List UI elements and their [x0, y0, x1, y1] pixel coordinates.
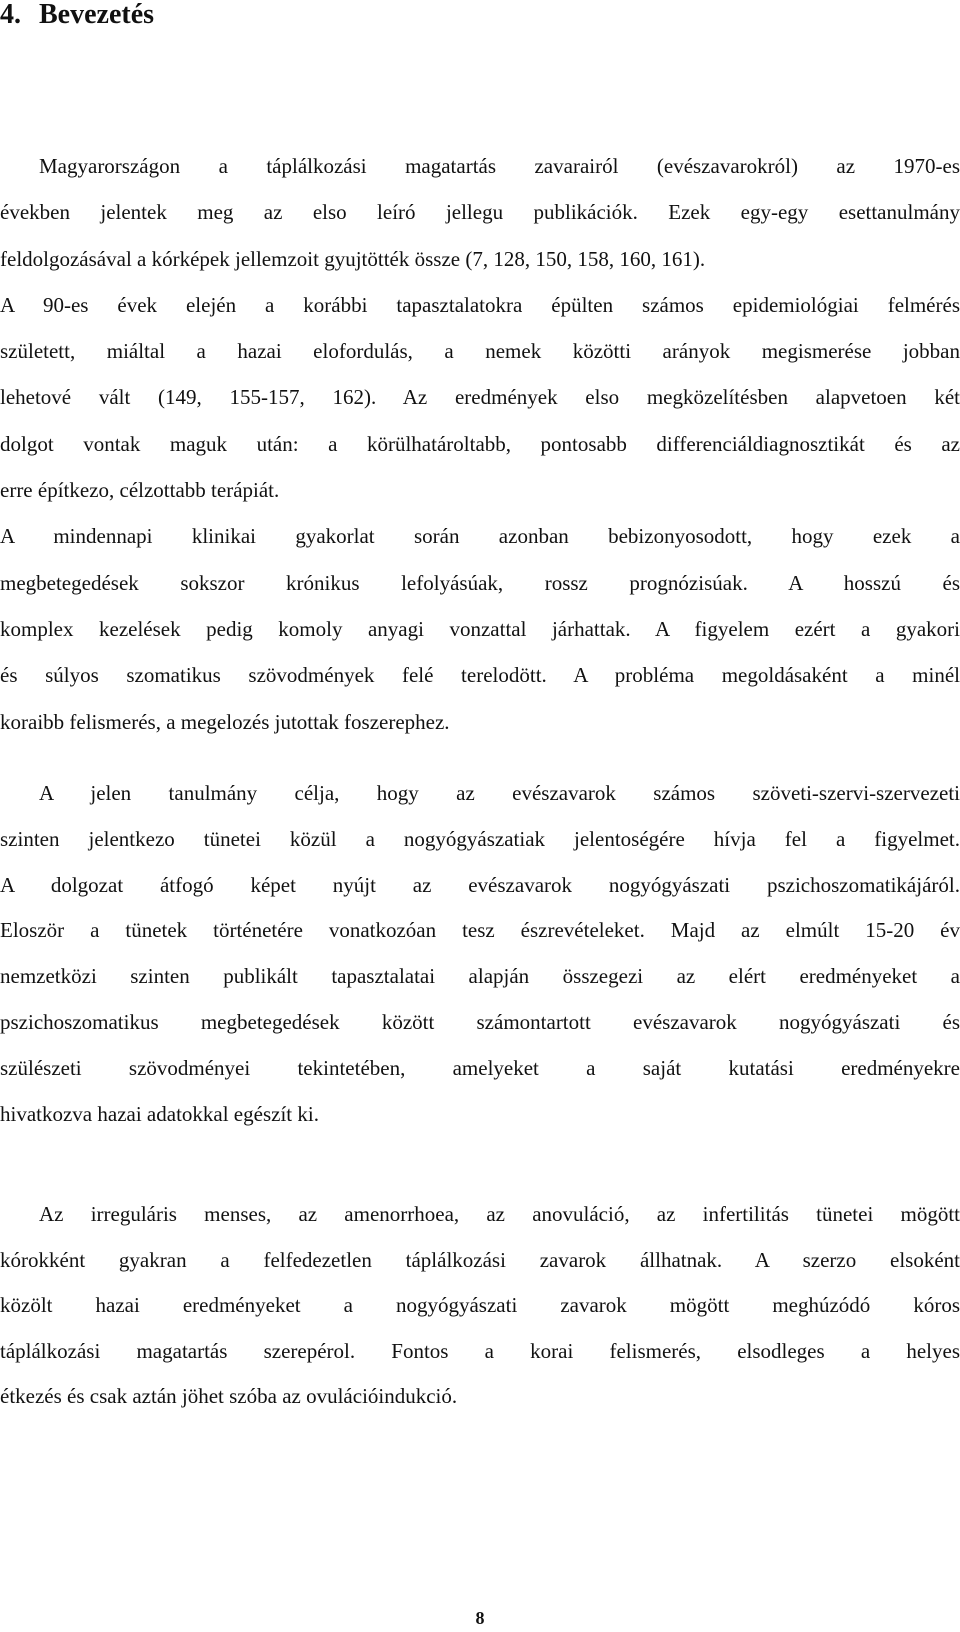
text-line: szinten jelentkezo tünetei közül a nogyógyászatiak jelentoségére hívja fel a figyelmet. [0, 826, 960, 851]
text-line: Magyarországon a táplálkozási magatartás zavarairól (evészavarokról) az 1970-es [39, 154, 960, 178]
text-line: A mindennapi klinikai gyakorlat során azonban bebizonyosodott, hogy ezek a [0, 524, 960, 549]
text-line: A jelen tanulmány célja, hogy az evészavarok számos szöveti-szervi-szervezeti [39, 781, 960, 805]
text-line: A 90-es évek elején a korábbi tapasztalatokra épülten számos epidemiológiai felmérés [0, 292, 960, 317]
text-line: dolgot vontak maguk után: a körülhatároltabb, pontosabb differenciáldiagnosztikát és az [0, 431, 960, 456]
text-line: komplex kezelések pedig komoly anyagi vonzattal járhattak. A figyelem ezért a gyakori [0, 616, 960, 641]
text-line: feldolgozásával a kórképek jellemzoit gyujtötték össze (7, 128, 150, 158, 160, 161). [0, 246, 706, 271]
text-line: években jelentek meg az elso leíró jellegu publikációk. Ezek egy-egy esettanulmány [0, 200, 960, 225]
text-line: erre építkezo, célzottabb terápiát. [0, 478, 280, 503]
text-line: kórokként gyakran a felfedezetlen táplálkozási zavarok állhatnak. A szerzo elsoként [0, 1247, 960, 1272]
text-line: hivatkozva hazai adatokkal egészít ki. [0, 1101, 319, 1126]
chapter-number: 4. [0, 0, 21, 30]
text-line: nemzetközi szinten publikált tapasztalatai alapján összegezi az elért eredményeket a [0, 964, 960, 989]
text-line: A dolgozat átfogó képet nyújt az evészavarok nogyógyászati pszichoszomatikájáról. [0, 872, 960, 897]
chapter-title: Bevezetés [39, 0, 155, 30]
text-line: Az irreguláris menses, az amenorrhoea, az anovuláció, az infertilitás tünetei mögött [39, 1202, 960, 1226]
text-line: közölt hazai eredményeket a nogyógyászati zavarok mögött meghúzódó kóros [0, 1293, 960, 1318]
chapter-heading [0, 0, 154, 30]
text-line: táplálkozási magatartás szerepérol. Fontos a korai felismerés, elsodleges a helyes [0, 1338, 960, 1363]
text-line: étkezés és csak aztán jöhet szóba az ovulációindukció. [0, 1384, 458, 1409]
text-line: szülészeti szövodményei tekintetében, amelyeket a saját kutatási eredményekre [0, 1055, 960, 1080]
paragraph-3 [0, 1192, 960, 1420]
page-number: 8 [475, 1608, 485, 1628]
text-line: pszichoszomatikus megbetegedések között számontartott evészavarok nogyógyászati és [0, 1009, 960, 1034]
paragraph-2 [0, 771, 960, 1137]
text-line: született, miáltal a hazai elofordulás, a nemek közötti arányok megismerése jobban [0, 339, 960, 364]
text-line: megbetegedések sokszor krónikus lefolyásúak, rossz prognózisúak. A hosszú és [0, 570, 960, 595]
paragraph-1 [0, 143, 960, 745]
text-line: koraibb felismerés, a megelozés jutottak foszerephez. [0, 709, 450, 734]
text-line: Eloször a tünetek történetére vonatkozóan tesz észrevételeket. Majd az elmúlt 15-20 év [0, 918, 960, 943]
text-line: lehetové vált (149, 155-157, 162). Az eredmények elso megközelítésben alapvetoen két [0, 385, 960, 410]
text-line: és súlyos szomatikus szövodmények felé terelodött. A probléma megoldásaként a minél [0, 663, 960, 688]
